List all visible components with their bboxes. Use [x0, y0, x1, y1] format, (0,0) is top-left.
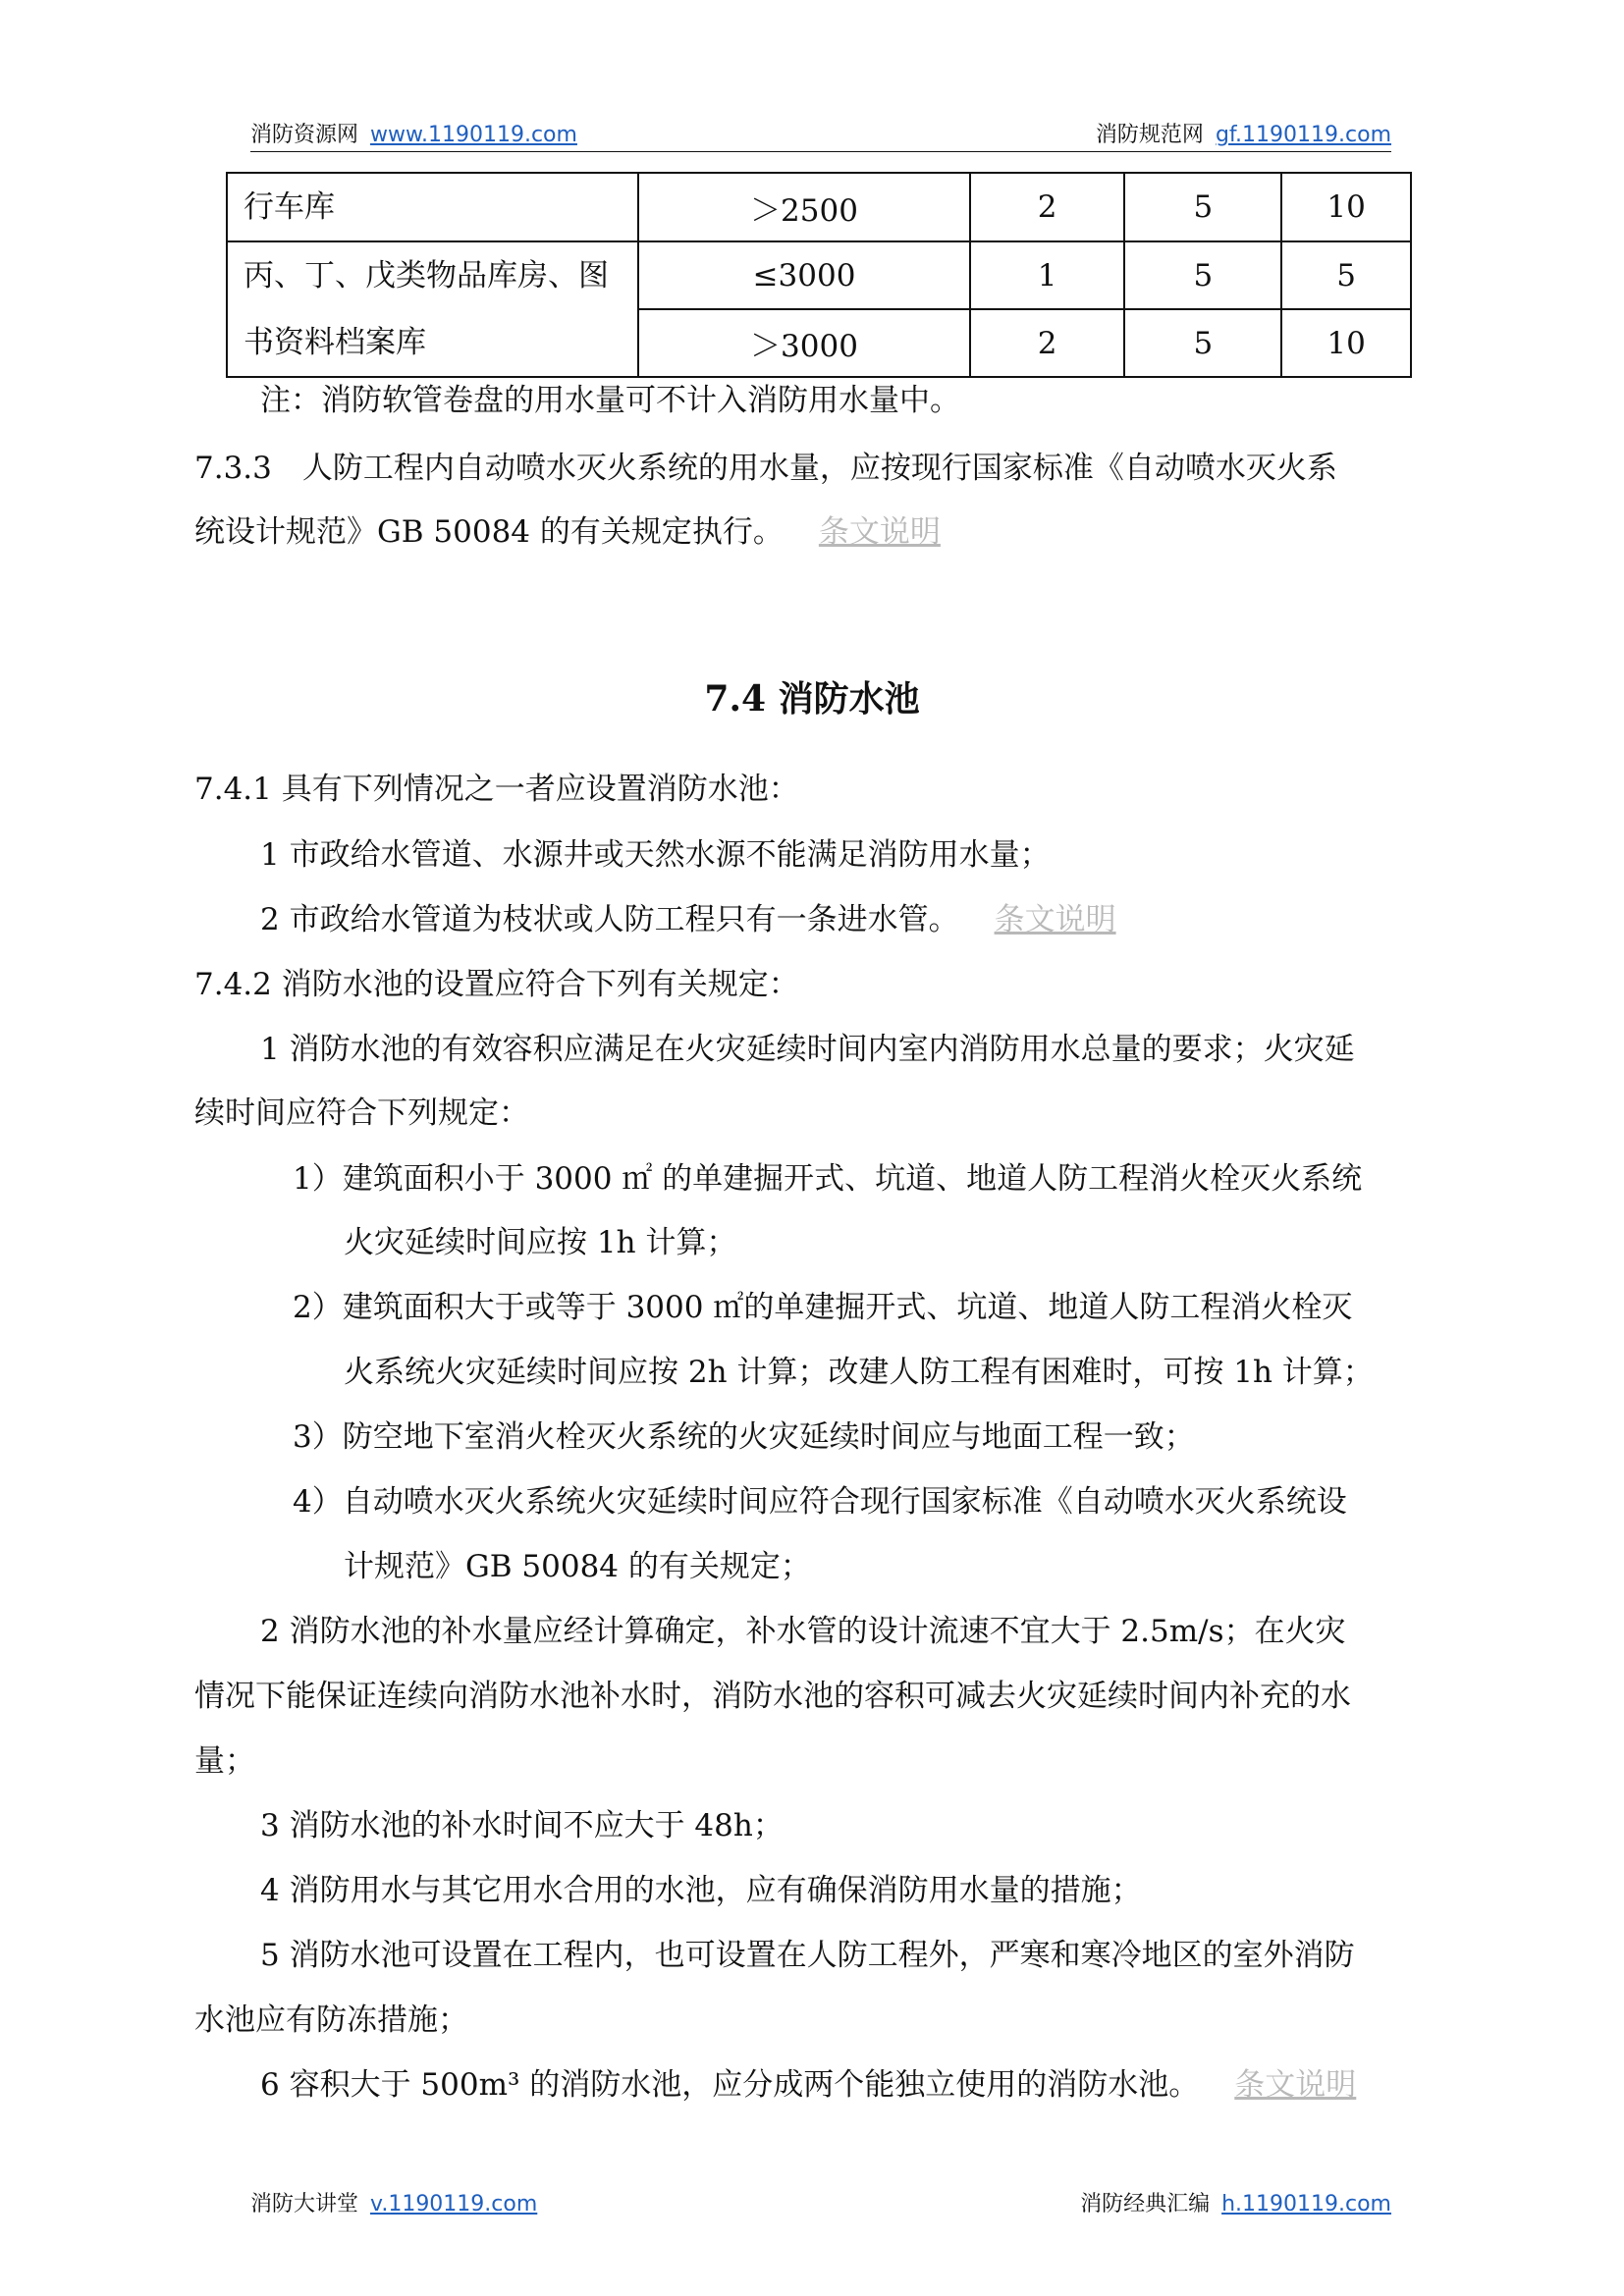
- clause-742-item5-line2: 水池应有防冻措施；: [194, 2002, 468, 2038]
- table-cell-value: 2: [970, 173, 1125, 241]
- clause-742-item2-line1: 2 消防水池的补水量应经计算确定，补水管的设计流速不宜大于 2.5m/s；在火灾: [260, 1614, 1346, 1649]
- table-note: 注：消防软管卷盘的用水量可不计入消防用水量中。: [260, 383, 960, 418]
- table-row: [227, 241, 1411, 309]
- clause-note-link[interactable]: 条文说明: [818, 514, 941, 550]
- clause-742-item5-line1: 5 消防水池可设置在工程内，也可设置在人防工程外，严寒和寒冷地区的室外消防: [260, 1938, 1355, 1973]
- footer-left-link[interactable]: v.1190119.com: [370, 2192, 538, 2216]
- sub-item1-line2: 火灾延续时间应按 1h 计算；: [344, 1225, 737, 1260]
- table-cell-value: 10: [1281, 173, 1411, 241]
- clause-note-link[interactable]: 条文说明: [1234, 2067, 1357, 2103]
- clause-733-text: 统设计规范》GB 50084 的有关规定执行。: [194, 514, 784, 550]
- clause-741-item2-text: 2 市政给水管道为枝状或人防工程只有一条进水管。: [260, 902, 959, 937]
- clause-742-item4: 4 消防用水与其它用水合用的水池，应有确保消防用水量的措施；: [260, 1873, 1142, 1908]
- clause-741: 7.4.1 具有下列情况之一者应设置消防水池：: [194, 772, 799, 807]
- clause-733-line1: 7.3.3 人防工程内自动喷水灭火系统的用水量，应按现行国家标准《自动喷水灭火系: [194, 451, 1337, 486]
- clause-note-link[interactable]: 条文说明: [994, 902, 1116, 937]
- sub-item2-line2: 火系统火灾延续时间应按 2h 计算；改建人防工程有困难时，可按 1h 计算；: [344, 1355, 1374, 1390]
- table-cell-area: ＞2500: [638, 173, 970, 241]
- table-cell-name: 行车库: [227, 173, 638, 241]
- table-cell-value: 2: [970, 309, 1125, 377]
- table-cell-value: 5: [1281, 241, 1411, 309]
- table-cell-area: ＞3000: [638, 309, 970, 377]
- clause-742-item1-line2: 续时间应符合下列规定：: [194, 1095, 529, 1131]
- table-cell-value: 5: [1124, 241, 1281, 309]
- table-cell-value: 5: [1124, 173, 1281, 241]
- header-right: [1096, 118, 1391, 148]
- clause-741-item2: [260, 900, 1116, 939]
- sub-item3: 3）防空地下室消火栓灭火系统的火灾延续时间应与地面工程一致；: [293, 1419, 1195, 1455]
- table-cell-area: ≤3000: [638, 241, 970, 309]
- sub-item4-line2: 计规范》GB 50084 的有关规定；: [344, 1549, 811, 1584]
- header-right-label: 消防规范网: [1095, 123, 1204, 147]
- page-footer: [250, 2187, 1391, 2220]
- sub-item4-line1: 4）自动喷水灭火系统火灾延续时间应符合现行国家标准《自动喷水灭火系统设: [293, 1484, 1347, 1520]
- header-right-link[interactable]: gf.1190119.com: [1215, 123, 1391, 147]
- footer-right: [1080, 2187, 1391, 2217]
- sub-item2-line1: 2）建筑面积大于或等于 3000 ㎡的单建掘开式、坑道、地道人防工程消火栓灭: [293, 1290, 1353, 1325]
- clause-742-item6-text: 6 容积大于 500m³ 的消防水池，应分成两个能独立使用的消防水池。: [260, 2067, 1200, 2103]
- footer-left-label: 消防大讲堂: [250, 2192, 359, 2216]
- header-left-label: 消防资源网: [250, 123, 359, 147]
- clause-733-line2: [194, 512, 941, 552]
- clause-742-item6: [260, 2065, 1356, 2105]
- clause-742: 7.4.2 消防水池的设置应符合下列有关规定：: [194, 967, 799, 1002]
- table-cell-name-line: 丙、丁、戊类物品库房、图: [244, 258, 609, 294]
- footer-right-label: 消防经典汇编: [1080, 2192, 1211, 2216]
- clause-742-item1-line1: 1 消防水池的有效容积应满足在火灾延续时间内室内消防用水总量的要求；火灾延: [260, 1032, 1355, 1067]
- table-cell-name-line: 书资料档案库: [244, 325, 426, 360]
- water-usage-table: [226, 172, 1412, 378]
- table-cell-name: [227, 241, 638, 377]
- page-header: [250, 118, 1391, 152]
- section-title: 7.4 消防水池: [704, 678, 920, 720]
- table-cell-value: 1: [970, 241, 1125, 309]
- footer-left: [250, 2187, 537, 2217]
- header-left-link[interactable]: www.1190119.com: [370, 123, 577, 147]
- clause-741-item1: 1 市政给水管道、水源井或天然水源不能满足消防用水量；: [260, 837, 1051, 873]
- table-cell-value: 5: [1124, 309, 1281, 377]
- clause-742-item2-line2: 情况下能保证连续向消防水池补水时，消防水池的容积可减去火灾延续时间内补充的水: [194, 1679, 1351, 1714]
- table-cell-value: 10: [1281, 309, 1411, 377]
- sub-item1-line1: 1）建筑面积小于 3000 ㎡ 的单建掘开式、坑道、地道人防工程消火栓灭火系统: [293, 1161, 1363, 1197]
- clause-742-item2-line3: 量；: [194, 1743, 255, 1779]
- header-left: [250, 118, 577, 148]
- footer-right-link[interactable]: h.1190119.com: [1221, 2192, 1391, 2216]
- clause-742-item3: 3 消防水池的补水时间不应大于 48h；: [260, 1808, 784, 1843]
- table-row: [227, 173, 1411, 241]
